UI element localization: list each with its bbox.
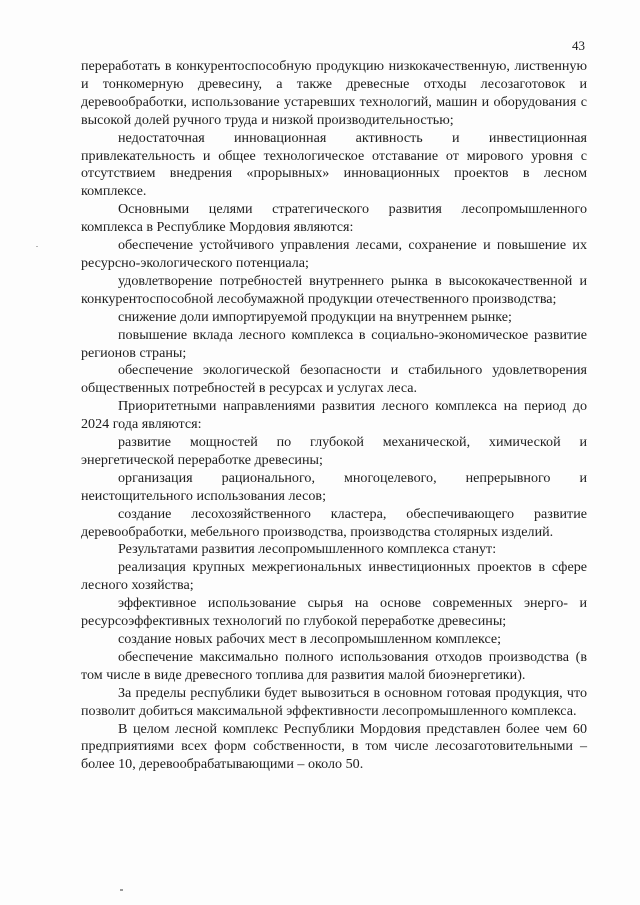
- body-text: [81, 58, 587, 774]
- paragraph: повышение вклада лесного комплекса в социально-экономическое развитие регионов страны;: [81, 326, 587, 361]
- paragraph: реализация крупных межрегиональных инвестиционных проектов в сфере лесного хозяйства;: [81, 559, 587, 594]
- paragraph: организация рационального, многоцелевого, непрерывного и неистощительного использования лесов;: [81, 469, 587, 504]
- paragraph: обеспечение экологической безопасности и стабильного удовлетворения общественных потребностей в ресурсах и услугах леса.: [81, 362, 587, 397]
- paragraph: снижение доли импортируемой продукции на внутреннем рынке;: [118, 308, 512, 325]
- paragraph: обеспечение максимально полного использования отходов производства (в том числе в виде древесного топлива для развития малой биоэнергетики).: [81, 648, 587, 683]
- paragraph: Результатами развития лесопромышленного комплекса станут:: [118, 541, 497, 558]
- paragraph: В целом лесной комплекс Республики Мордовия представлен более чем 60 предприятиями всех форм собственности, в том числе лесозаготовительными – более 10, деревообрабатывающими – около 50.: [81, 720, 587, 773]
- paragraph: обеспечение устойчивого управления лесами, сохранение и повышение их ресурсно-экологического потенциала;: [81, 237, 587, 271]
- paragraph: развитие мощностей по глубокой механической, химической и энергетической переработке древесины;: [81, 434, 587, 468]
- paragraph: удовлетворение потребностей внутреннего рынка в высококачественной и конкурентоспособной лесобумажной продукции отечественного производства;: [81, 272, 587, 307]
- paragraph: переработать в конкурентоспособную продукцию низкокачественную, лиственную и тонкомерную древесину, а также древесные отходы лесозаготовок и деревообработки, использование устаревших технологий, машин и оборудования с высокой долей ручного труда и низкой производительностью;: [81, 58, 587, 128]
- paragraph: Основными целями стратегического развития лесопромышленного комплекса в Республике Мордовия являются:: [81, 201, 587, 236]
- paragraph: эффективное использование сырья на основе современных энерго- и ресурсоэффективных технологий по глубокой переработке древесины;: [81, 595, 587, 630]
- scan-speck: [120, 889, 123, 891]
- page-number: 43: [572, 38, 585, 53]
- paragraph: За пределы республики будет вывозиться в основном готовая продукция, что позволит добиться максимальной эффективности лесопромышленного комплекса.: [81, 684, 587, 719]
- paragraph: создание новых рабочих мест в лесопромышленном комплексе;: [118, 631, 502, 647]
- paragraph: недостаточная инновационная активность и инвестиционная привлекательность и общее технологическое отставание от мирового уровня с отсутствием внедрения «прорывных» инновационных проектов в лесном комплексе.: [81, 129, 587, 200]
- scan-speck: [36, 246, 38, 247]
- paragraph: создание лесохозяйственного кластера, обеспечивающего развитие деревообработки, мебельного производства, производства столярных изделий.: [81, 505, 587, 540]
- paragraph: Приоритетными направлениями развития лесного комплекса на период до 2024 года являются:: [81, 398, 587, 433]
